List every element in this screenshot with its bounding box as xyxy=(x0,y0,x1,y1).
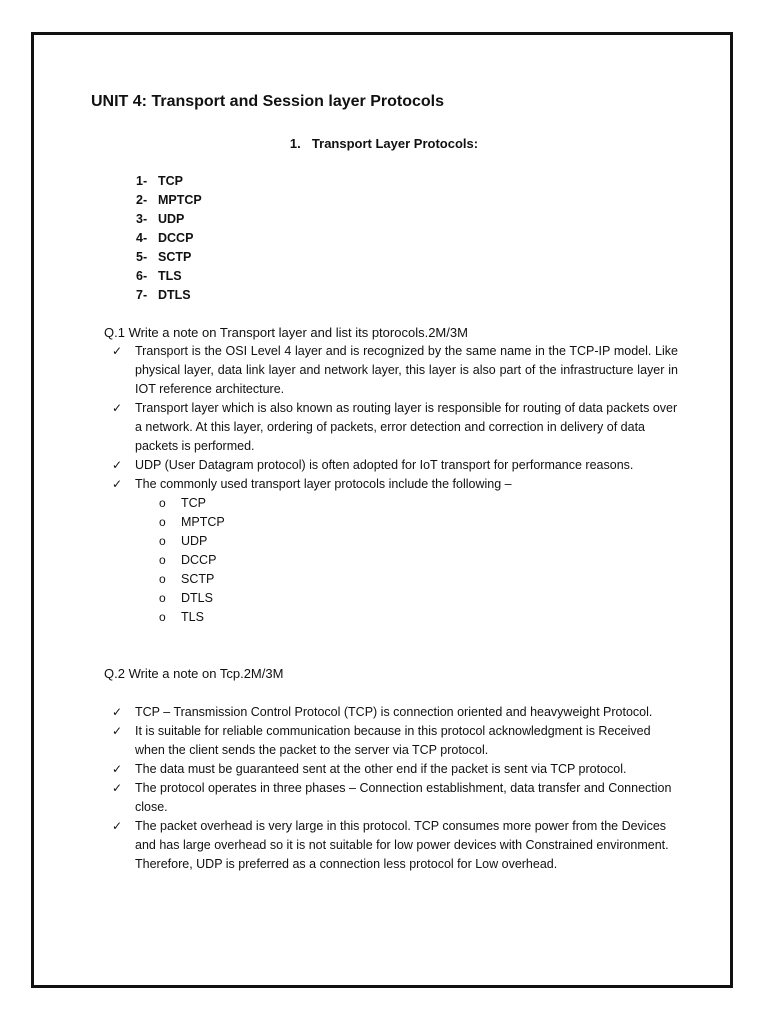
bullet-icon: o xyxy=(159,610,166,624)
checkmark-icon: ✓ xyxy=(112,401,123,415)
list-item: 2- MPTCP xyxy=(136,193,202,207)
bullet-icon: o xyxy=(159,572,166,586)
bullet-icon: o xyxy=(159,515,166,529)
list-item: o DCCP xyxy=(159,551,678,570)
bullet-icon: o xyxy=(159,553,166,567)
list-item: 7- DTLS xyxy=(136,288,191,302)
checkmark-icon: ✓ xyxy=(112,705,123,719)
bullet-icon: o xyxy=(159,534,166,548)
page-title: UNIT 4: Transport and Session layer Protocols xyxy=(91,93,444,110)
answer-point: ✓ Transport layer which is also known as routing layer is responsible for routing of data packets over a network. At this layer, ordering of packets, error detection and correction in delivery of data packets is performed. xyxy=(112,401,678,453)
question-2: Q.2 Write a note on Tcp.2M/3M xyxy=(104,666,284,681)
question-1: Q.1 Write a note on Transport layer and list its ptorocols.2M/3M xyxy=(104,325,468,340)
section-number: 1. xyxy=(289,136,301,151)
list-item: 3- UDP xyxy=(136,212,185,226)
list-item: o TLS xyxy=(159,608,678,627)
q1-answer-list xyxy=(112,342,678,627)
checkmark-icon: ✓ xyxy=(112,781,123,795)
list-item: 1- TCP xyxy=(136,174,183,188)
list-item: 4- DCCP xyxy=(136,231,194,245)
section-heading xyxy=(0,136,768,151)
list-item: 6- TLS xyxy=(136,269,182,283)
checkmark-icon: ✓ xyxy=(112,344,123,358)
list-item: o UDP xyxy=(159,532,678,551)
list-item: o DTLS xyxy=(159,589,678,608)
answer-point: ✓ TCP – Transmission Control Protocol (TCP) is connection oriented and heavyweight Protocol. xyxy=(112,703,678,722)
answer-point: ✓ The data must be guaranteed sent at the other end if the packet is sent via TCP protocol. xyxy=(112,760,678,779)
list-item: 5- SCTP xyxy=(136,250,192,264)
answer-point: ✓ The commonly used transport layer protocols include the following – o TCP o MPTCP o UDP o DCCP o SCTP o DTLS o TLS xyxy=(112,475,678,627)
answer-point: ✓ UDP (User Datagram protocol) is often adopted for IoT transport for performance reasons. xyxy=(112,456,678,475)
checkmark-icon: ✓ xyxy=(112,458,123,472)
checkmark-icon: ✓ xyxy=(112,762,123,776)
answer-point: ✓ The protocol operates in three phases – Connection establishment, data transfer and Connection close. xyxy=(112,781,672,814)
protocol-list xyxy=(136,172,202,305)
sub-protocol-list xyxy=(135,494,678,627)
answer-point: ✓ The packet overhead is very large in this protocol. TCP consumes more power from the Devices and has large overhead so it is not suitable for low power devices with Constrained environment. Therefore, UDP is preferred as a connection less protocol for Low overhead. xyxy=(112,819,669,871)
answer-point: ✓ It is suitable for reliable communication because in this protocol acknowledgment is Received when the client sends the packet to the server via TCP protocol. xyxy=(112,724,651,757)
checkmark-icon: ✓ xyxy=(112,477,123,491)
section-title: Transport Layer Protocols: xyxy=(311,136,479,151)
answer-point: ✓ Transport is the OSI Level 4 layer and is recognized by the same name in the TCP-IP model. Like physical layer, data link layer and network layer, this layer is also part of the infrastructure layer in IOT reference architecture. xyxy=(112,344,678,396)
bullet-icon: o xyxy=(159,591,166,605)
list-item: o SCTP xyxy=(159,570,678,589)
bullet-icon: o xyxy=(159,496,166,510)
q2-answer-list xyxy=(112,703,678,874)
list-item: o MPTCP xyxy=(159,513,678,532)
checkmark-icon: ✓ xyxy=(112,819,123,833)
list-item: o TCP xyxy=(159,494,678,513)
checkmark-icon: ✓ xyxy=(112,724,123,738)
